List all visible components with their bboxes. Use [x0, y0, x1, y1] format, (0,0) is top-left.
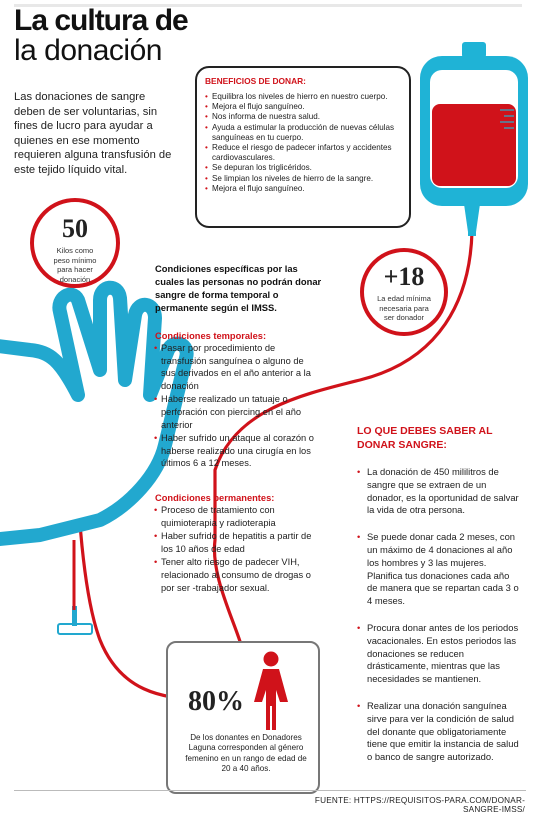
list-item: • Mejora el flujo sanguíneo. — [205, 184, 401, 194]
list-item: • Equilibra los niveles de hierro en nuestro cuerpo. — [205, 92, 401, 102]
list-item: • Procura donar antes de los periodos vacacionales. En estos periodos las donaciones se reducen drásticamente, mientras que las necesidades se mantienen. — [357, 622, 522, 686]
list-item: • La donación de 450 mililitros de sangre que se extraen de un donador, es la oportunidad de salvar la vida de otra persona. — [357, 466, 522, 517]
list-item: • Reduce el riesgo de padecer infartos y accidentes cardiovasculares. — [205, 143, 401, 163]
list-item: • Haber sufrido un ataque al corazón o haberse realizado una cirugía en los últimos 6 a 12 meses. — [155, 432, 315, 470]
blood-bag-icon — [420, 42, 528, 236]
intro-text: Las donaciones de sangre deben de ser voluntarias, sin fines de lucro para ayudar a quienes en ese momento requieren alguna transfusión de este tejido líquido vital. — [14, 91, 172, 176]
list-item: • Se depuran los triglicéridos. — [205, 163, 401, 173]
woman-icon — [252, 650, 290, 732]
page-title-line2: la donación — [14, 34, 162, 67]
list-item: • Haber sufrido de hepatitis a partir de los 10 años de edad — [155, 530, 315, 555]
list-item: • Ayuda a estimular la producción de nuevas células sanguíneas en tu cuerpo. — [205, 123, 401, 143]
age-caption: La edad mínima necesaria para ser donador — [377, 294, 431, 322]
list-item: • Nos informa de nuestra salud. — [205, 112, 401, 122]
benefits-box — [195, 66, 411, 228]
age-badge — [360, 248, 448, 336]
know-section — [357, 466, 522, 778]
conditions-heading: Condiciones específicas por las cuales las personas no podrán donar sangre de forma temporal o permanente según el IMSS. — [155, 263, 322, 313]
benefits-list — [205, 92, 401, 194]
list-item: • Realizar una donación sanguínea sirve para ver la condición de salud del donante que obligatoriamente tiene que emitir la instancia de salud o banco de sangre autorizado. — [357, 700, 522, 764]
temporary-title: Condiciones temporales: — [155, 331, 267, 341]
age-value: +18 — [383, 262, 425, 291]
stat-caption: De los donantes en Donadores Laguna corresponden al género femenino en un rango de edad de 20 a 40 años. — [185, 733, 307, 773]
weight-caption: Kilos como peso mínimo para hacer donación — [53, 246, 97, 284]
list-item: • Proceso de tratamiento con quimioterapia y radioterapia — [155, 504, 315, 529]
permanent-conditions — [155, 493, 315, 595]
source-note: FUENTE: HTTPS://REQUISITOS-PARA.COM/DONAR-SANGRE-IMSS/ — [314, 796, 525, 814]
know-title: LO QUE DEBES SABER AL DONAR SANGRE: — [357, 425, 493, 451]
weight-badge — [30, 198, 120, 288]
bottom-divider — [14, 790, 526, 791]
list-item: • Se limpian los niveles de hierro de la sangre. — [205, 174, 401, 184]
stat-value: 80% — [188, 686, 244, 717]
weight-value: 50 — [62, 214, 88, 243]
temporary-conditions — [155, 331, 315, 471]
page-title-line1: La cultura de — [14, 4, 188, 37]
benefits-title: BENEFICIOS DE DONAR: — [205, 76, 306, 86]
list-item: • Mejora el flujo sanguíneo. — [205, 102, 401, 112]
list-item: • Pasar por procedimiento de transfusión sanguínea o alguno de sus derivados en el año anterior a la donación — [155, 342, 315, 392]
list-item: • Se puede donar cada 2 meses, con un máximo de 4 donaciones al año los hombres y 3 las mujeres. Planifica tus donaciones cada año de manera que se repartan cada 3 o 4 meses. — [357, 531, 522, 608]
list-item: • Tener alto riesgo de padecer VIH, relacionado al consumo de drogas o por ser -trabajador sexual. — [155, 556, 315, 594]
list-item: • Haberse realizado un tatuaje o perforación con piercing en el año anterior — [155, 393, 315, 431]
permanent-title: Condiciones permanentes: — [155, 493, 275, 503]
